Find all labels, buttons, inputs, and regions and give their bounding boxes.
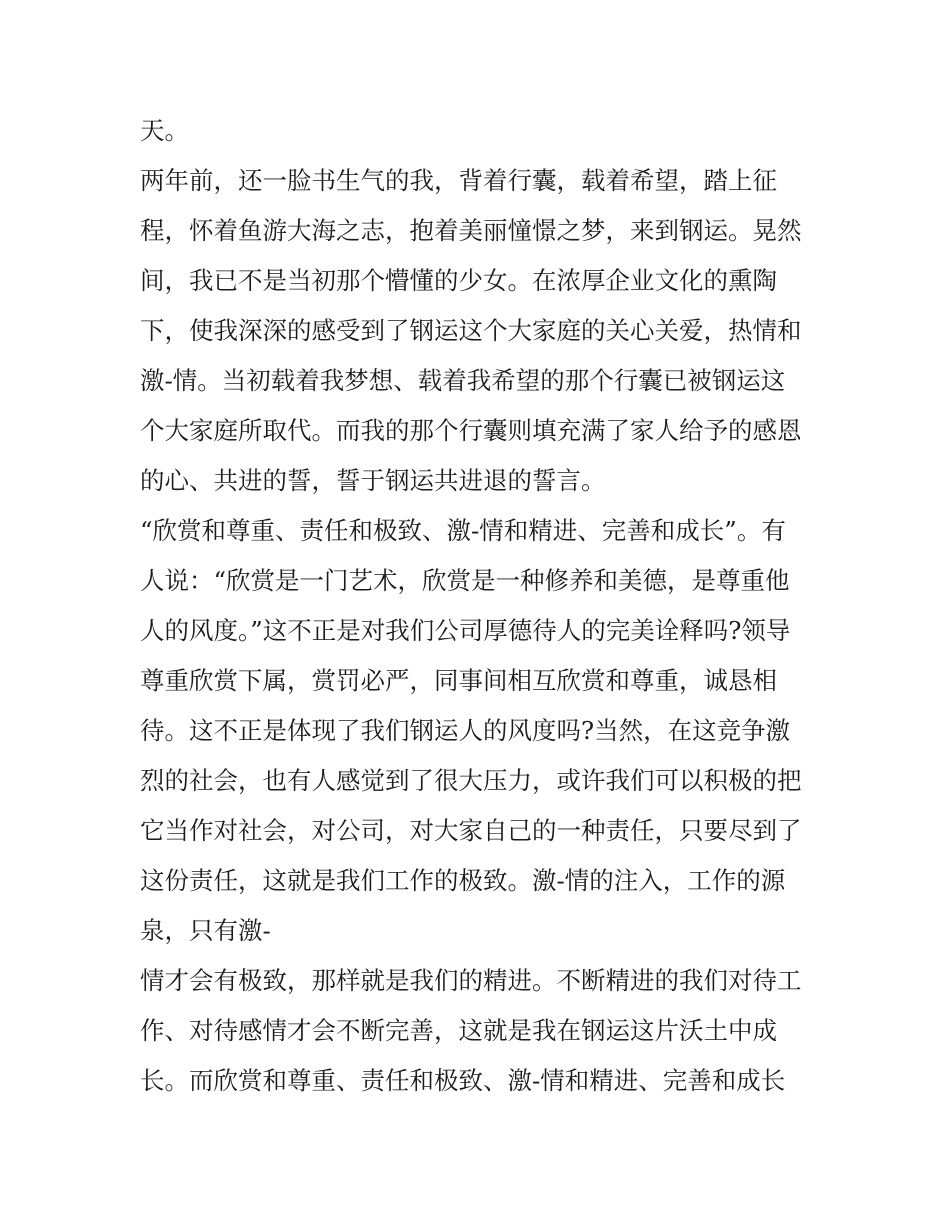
body-text bbox=[140, 106, 830, 1106]
text-line: 人说：“欣赏是一门艺术，欣赏是一种修养和美德，是尊重他 bbox=[140, 566, 790, 595]
text-line: 尊重欣赏下属，赏罚必严，同事间相互欣赏和尊重，诚恳相 bbox=[140, 666, 777, 695]
text-line: 程，怀着鱼游大海之志，抱着美丽憧憬之梦，来到钢运。晃然 bbox=[140, 216, 802, 245]
text-line: 情才会有极致，那样就是我们的精进。不断精进的我们对待工 bbox=[140, 966, 802, 995]
text-line: 两年前，还一脸书生气的我，背着行囊，载着希望，踏上征 bbox=[140, 166, 777, 195]
text-line: 这份责任，这就是我们工作的极致。激-情的注入，工作的源 bbox=[140, 866, 786, 895]
text-line: 间，我已不是当初那个懵懂的少女。在浓厚企业文化的熏陶 bbox=[140, 266, 777, 295]
text-line: 它当作对社会，对公司，对大家自己的一种责任，只要尽到了 bbox=[140, 816, 802, 845]
text-line: 作、对待感情才会不断完善，这就是我在钢运这片沃土中成 bbox=[140, 1016, 777, 1045]
text-line: 烈的社会，也有人感觉到了很大压力，或许我们可以积极的把 bbox=[140, 766, 802, 795]
text-line: 人的风度。”这不正是对我们公司厚德待人的完美诠释吗?领导 bbox=[140, 616, 791, 645]
text-line: “欣赏和尊重、责任和极致、激-情和精进、完善和成长”。有 bbox=[140, 516, 786, 545]
text-line: 个大家庭所取代。而我的那个行囊则填充满了家人给予的感恩 bbox=[140, 416, 802, 445]
text-line: 的心、共进的誓，誓于钢运共进退的誓言。 bbox=[140, 466, 606, 495]
text-line: 激-情。当初载着我梦想、载着我希望的那个行囊已被钢运这 bbox=[140, 366, 786, 395]
text-line: 泉，只有激- bbox=[140, 916, 271, 945]
text-line: 天。 bbox=[140, 116, 189, 145]
text-line: 待。这不正是体现了我们钢运人的风度吗?当然，在这竞争激 bbox=[140, 716, 791, 745]
text-line: 下，使我深深的感受到了钢运这个大家庭的关心关爱，热情和 bbox=[140, 316, 802, 345]
text-line: 长。而欣赏和尊重、责任和极致、激-情和精进、完善和成长 bbox=[140, 1066, 786, 1095]
